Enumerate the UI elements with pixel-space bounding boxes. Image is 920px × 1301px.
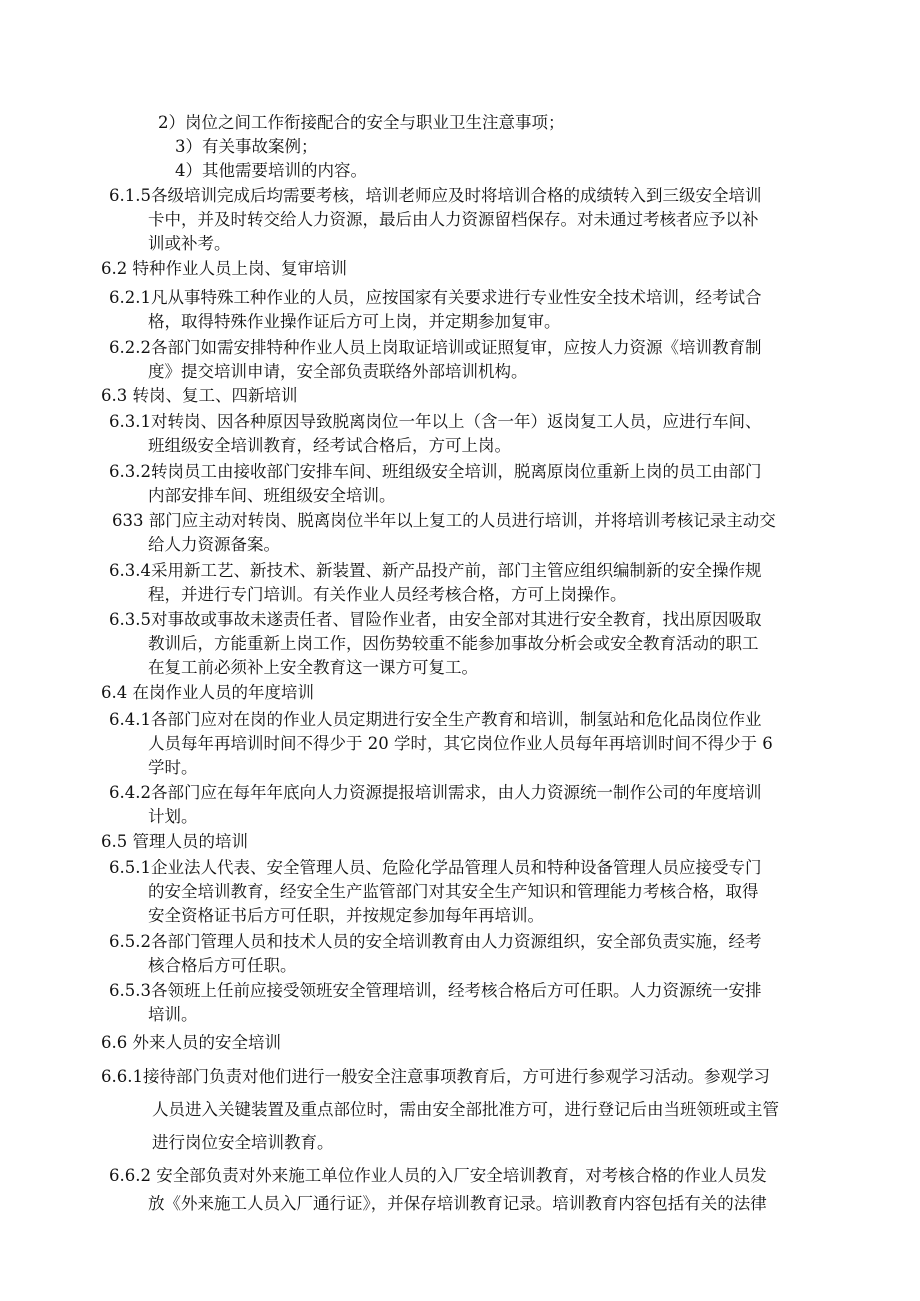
clause-6-6-2-cont: 放《外来施工人员入厂通行证》，并保存培训教育记录。培训教育内容包括有关的法律 xyxy=(148,1194,767,1213)
clause-6-6-1-cont: 人员进入关键装置及重点部位时，需由安全部批准方可，进行登记后由当班领班或主管 xyxy=(152,1100,779,1119)
clause-6-3-5: 6.3.5对事故或事故未遂责任者、冒险作业者，由安全部对其进行安全教育，找出原因吸取 xyxy=(109,610,762,629)
clause-6-3-5-cont: 教训后，方能重新上岗工作，因伤势较重不能参加事故分析会或安全教育活动的职工 xyxy=(148,634,759,653)
clause-6-1-5-cont: 训或补考。 xyxy=(148,234,231,253)
clause-6-6-1: 6.6.1接待部门负责对他们进行一般安全注意事项教育后，方可进行参观学习活动。参观学习 xyxy=(101,1067,770,1086)
clause-6-2-2-cont: 度》提交培训申请，安全部负责联络外部培训机构。 xyxy=(148,362,528,381)
clause-6-5-1-cont: 的安全培训教育，经安全生产监管部门对其安全生产知识和管理能力考核合格，取得 xyxy=(148,882,759,901)
clause-6-2-1: 6.2.1凡从事特殊工种作业的人员，应按国家有关要求进行专业性安全技术培训，经考试合 xyxy=(109,288,762,307)
clause-6-5-1-cont: 安全资格证书后方可任职，并按规定参加每年再培训。 xyxy=(148,906,544,925)
section-heading-6-2: 6.2 特种作业人员上岗、复审培训 xyxy=(101,259,347,278)
list-item-3: 3）有关事故案例； xyxy=(175,137,318,156)
section-heading-6-6: 6.6 外来人员的安全培训 xyxy=(101,1033,281,1052)
list-item-2: 2）岗位之间工作衔接配合的安全与职业卫生注意事项； xyxy=(158,113,565,132)
clause-6-5-2-cont: 核合格后方可任职。 xyxy=(148,956,297,975)
clause-6-2-1-cont: 格，取得特殊作业操作证后方可上岗，并定期参加复审。 xyxy=(148,312,561,331)
clause-6-4-2: 6.4.2各部门应在每年年底向人力资源提报培训需求，由人力资源统一制作公司的年度培训 xyxy=(109,783,762,802)
clause-6-1-5-cont: 卡中，并及时转交给人力资源，最后由人力资源留档保存。对未通过考核者应予以补 xyxy=(148,210,759,229)
clause-6-3-1-cont: 班组级安全培训教育，经考试合格后，方可上岗。 xyxy=(148,436,511,455)
clause-6-3-2: 6.3.2转岗员工由接收部门安排车间、班组级安全培训，脱离原岗位重新上岗的员工由部门 xyxy=(109,462,762,481)
clause-6-3-2-cont: 内部安排车间、班组级安全培训。 xyxy=(148,486,396,505)
clause-6-4-1-cont: 人员每年再培训时间不得少于 20 学时，其它岗位作业人员每年再培训时间不得少于 6 xyxy=(148,734,773,753)
section-heading-6-3: 6.3 转岗、复工、四新培训 xyxy=(101,386,298,405)
clause-6-5-2: 6.5.2各部门管理人员和技术人员的安全培训教育由人力资源组织，安全部负责实施，经考 xyxy=(109,932,762,951)
clause-6-5-1: 6.5.1企业法人代表、安全管理人员、危险化学品管理人员和特种设备管理人员应接受专门 xyxy=(109,858,762,877)
clause-6-5-3-cont: 培训。 xyxy=(148,1005,198,1024)
clause-6-2-2: 6.2.2各部门如需安排特种作业人员上岗取证培训或证照复审，应按人力资源《培训教育制 xyxy=(109,338,762,357)
clause-6-1-5: 6.1.5各级培训完成后均需要考核，培训老师应及时将培训合格的成绩转入到三级安全培训 xyxy=(109,186,762,205)
section-heading-6-4: 6.4 在岗作业人员的年度培训 xyxy=(101,683,314,702)
clause-6-3-1: 6.3.1对转岗、因各种原因导致脱离岗位一年以上（含一年）返岗复工人员，应进行车间、 xyxy=(109,412,762,431)
clause-6-3-5-cont: 在复工前必须补上安全教育这一课方可复工。 xyxy=(148,658,478,677)
clause-6-3-4-cont: 程，并进行专门培训。有关作业人员经考核合格，方可上岗操作。 xyxy=(148,585,627,604)
clause-6-4-2-cont: 计划。 xyxy=(148,807,198,826)
clause-6-4-1: 6.4.1各部门应对在岗的作业人员定期进行安全生产教育和培训，制氢站和危化品岗位作业 xyxy=(109,710,762,729)
clause-6-3-3: 633 部门应主动对转岗、脱离岗位半年以上复工的人员进行培训，并将培训考核记录主动交 xyxy=(112,511,776,530)
section-heading-6-5: 6.5 管理人员的培训 xyxy=(101,832,248,851)
clause-6-6-2: 6.6.2 安全部负责对外来施工单位作业人员的入厂安全培训教育，对考核合格的作业人员发 xyxy=(109,1166,767,1185)
clause-6-3-4: 6.3.4采用新工艺、新技术、新装置、新产品投产前，部门主管应组织编制新的安全操作规 xyxy=(109,561,762,580)
clause-6-5-3: 6.5.3各领班上任前应接受领班安全管理培训，经考核合格后方可任职。人力资源统一安排 xyxy=(109,981,762,1000)
clause-6-6-1-cont: 进行岗位安全培训教育。 xyxy=(152,1133,334,1152)
clause-6-3-3-cont: 给人力资源备案。 xyxy=(148,535,280,554)
clause-6-4-1-cont: 学时。 xyxy=(148,758,198,777)
list-item-4: 4）其他需要培训的内容。 xyxy=(175,161,367,180)
